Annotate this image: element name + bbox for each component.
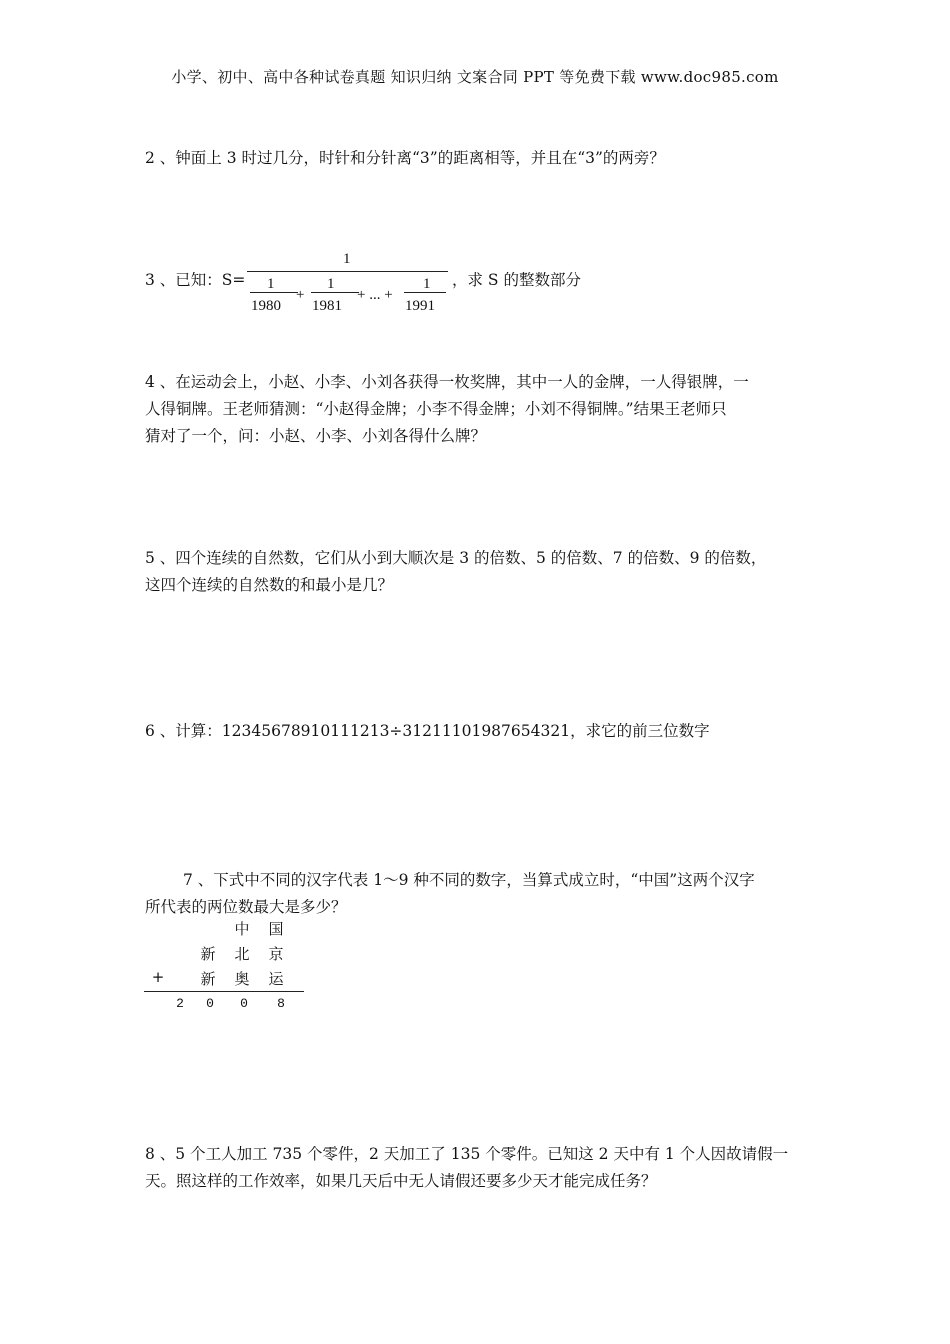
question-8 xyxy=(145,1141,810,1195)
plus-sign: + xyxy=(151,968,165,986)
question-4 xyxy=(145,369,810,450)
fraction-numerator: 1 xyxy=(343,251,351,267)
question-4-line-1: 4 、在运动会上，小赵、小李、小刘各获得一枚奖牌，其中一人的金牌，一人得银牌，一 xyxy=(145,373,749,391)
digit-char-zhong: 中 xyxy=(234,920,250,938)
question-3-prefix: 3 、已知：S= xyxy=(145,271,246,289)
question-5 xyxy=(145,545,810,599)
digit-char-xin: 新 xyxy=(200,945,216,963)
question-7-line-2: 所代表的两位数最大是多少？ xyxy=(145,898,347,916)
result-digit: 0 xyxy=(206,996,214,1011)
unit-fraction-numerator-3: 1 xyxy=(423,276,431,292)
denominator-1980: 1980 xyxy=(251,298,281,314)
digit-char-yun: 运 xyxy=(268,970,284,988)
result-digit: 2 xyxy=(176,996,184,1011)
result-digit: 8 xyxy=(277,996,285,1011)
question-2: 2 、钟面上 3 时过几分，时针和分针离“3”的距离相等，并且在“3”的两旁？ xyxy=(145,149,665,167)
question-4-line-2: 人得铜牌。王老师猜测：“小赵得金牌；小李不得金牌；小刘不得铜牌。”结果王老师只 xyxy=(145,400,727,418)
unit-fraction-bar-1 xyxy=(250,292,298,293)
question-6: 6 、计算：12345678910111213÷31211101987654321，求它的前三位数字 xyxy=(145,722,710,740)
question-5-line-1: 5 、四个连续的自然数，它们从小到大顺次是 3 的倍数、5 的倍数、7 的倍数、9 的倍数， xyxy=(145,549,767,567)
page-header: 小学、初中、高中各种试卷真题 知识归纳 文案合同 PPT 等免费下载 www.doc985.com xyxy=(171,68,779,86)
digit-char-ao: 奥 xyxy=(234,970,250,988)
digit-char-xin: 新 xyxy=(200,970,216,988)
unit-fraction-bar-2 xyxy=(311,292,359,293)
fraction-bar xyxy=(247,271,448,272)
result-digit: 0 xyxy=(240,996,248,1011)
unit-fraction-bar-3 xyxy=(404,292,446,293)
unit-fraction-numerator-1: 1 xyxy=(267,276,275,292)
sum-line xyxy=(144,991,304,992)
question-5-line-2: 这四个连续的自然数的和最小是几？ xyxy=(145,576,394,594)
question-8-line-1: 8 、5 个工人加工 735 个零件，2 天加工了 135 个零件。已知这 2 天中有 1 个人因故请假一 xyxy=(145,1145,789,1163)
unit-fraction-numerator-2: 1 xyxy=(327,276,335,292)
plus-sign: + xyxy=(296,287,305,303)
question-8-line-2: 天。照这样的工作效率，如果几天后中无人请假还要多少天才能完成任务？ xyxy=(145,1172,657,1190)
denominator-1991: 1991 xyxy=(405,298,435,314)
digit-char-bei: 北 xyxy=(234,945,250,963)
question-4-line-3: 猜对了一个，问：小赵、小李、小刘各得什么牌？ xyxy=(145,427,487,445)
digit-char-guo: 国 xyxy=(268,920,284,938)
question-7-line-1: 7 、下式中不同的汉字代表 1～9 种不同的数字，当算式成立时，“中国”这两个汉字 xyxy=(183,871,755,889)
question-3-suffix: ，求 S 的整数部分 xyxy=(452,271,581,289)
digit-char-jing: 京 xyxy=(268,945,284,963)
question-7 xyxy=(145,867,810,921)
ellipsis-plus: + ... + xyxy=(357,287,393,303)
denominator-1981: 1981 xyxy=(312,298,342,314)
